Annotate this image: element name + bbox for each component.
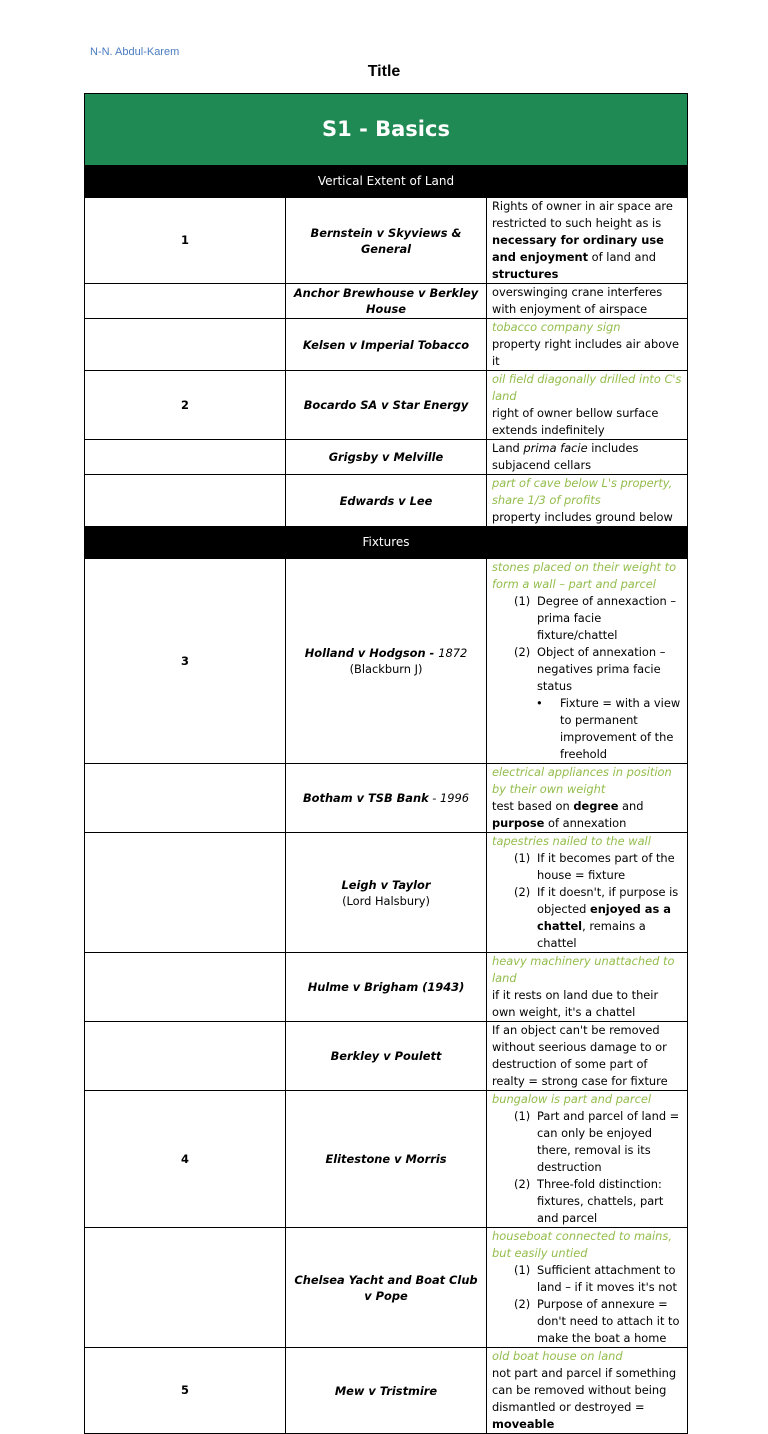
table-row — [85, 475, 688, 527]
case-description — [487, 1091, 688, 1228]
row-number: 1 — [85, 198, 286, 284]
banner-row — [85, 94, 688, 166]
row-number — [85, 764, 286, 833]
case-description: overswinging crane interferes with enjoyment of airspace — [487, 284, 688, 319]
list-item: (1) If it becomes part of the house = fixture — [514, 851, 675, 882]
bullet-item: • Fixture = with a view to permanent improvement of the freehold — [560, 695, 682, 763]
judge-name: (Blackburn J) — [349, 662, 423, 676]
case-facts: electrical appliances in position by their own weight — [492, 765, 672, 796]
table-row — [85, 1348, 688, 1434]
case-description: Rights of owner in air space are restricted to such height as is necessary for ordinary use and enjoyment of land and structures — [487, 198, 688, 284]
list-item: (2) Three-fold distinction: fixtures, chattels, part and parcel — [514, 1177, 664, 1225]
row-number: 4 — [85, 1091, 286, 1228]
table-row — [85, 284, 688, 319]
case-name: Chelsea Yacht and Boat Club v Pope — [286, 1228, 487, 1348]
row-number: 2 — [85, 371, 286, 440]
table-row — [85, 1022, 688, 1091]
case-facts: oil field diagonally drilled into C's land — [492, 372, 682, 403]
case-name: Berkley v Poulett — [286, 1022, 487, 1091]
notes-table — [84, 93, 688, 1434]
case-facts: old boat house on land — [492, 1349, 623, 1363]
judge-name: (Lord Halsbury) — [342, 893, 430, 908]
list-item: (2) Object of annexation – negatives prima facie status — [514, 645, 666, 693]
section-vertical-extent: Vertical Extent of Land — [85, 166, 688, 198]
document-title: Title — [367, 63, 401, 80]
table-row — [85, 1228, 688, 1348]
case-description — [487, 833, 688, 953]
table-row — [85, 371, 688, 440]
case-name: Mew v Tristmire — [286, 1348, 487, 1434]
case-facts: tapestries nailed to the wall — [492, 834, 651, 848]
case-name: Grigsby v Melville — [286, 440, 487, 475]
case-facts: bungalow is part and parcel — [492, 1092, 652, 1106]
row-number — [85, 440, 286, 475]
case-name: Anchor Brewhouse v Berkley House — [286, 284, 487, 319]
list-item: (2) Purpose of annexure = don't need to attach it to make the boat a home — [514, 1297, 680, 1345]
case-description: heavy machinery unattached to land if it rests on land due to their own weight, it's a chattel — [487, 953, 688, 1022]
case-description — [487, 559, 688, 764]
list-item: (1) Sufficient attachment to land – if it moves it's not — [514, 1263, 677, 1294]
row-number — [85, 1022, 286, 1091]
author-name: N-N. Abdul-Karem — [90, 46, 180, 58]
row-number — [85, 319, 286, 371]
table-row — [85, 198, 688, 284]
case-facts: part of cave below L's property, share 1/3 of profits — [492, 476, 673, 507]
case-name: Botham v TSB Bank - 1996 — [286, 764, 487, 833]
case-name: Bernstein v Skyviews & General — [286, 198, 487, 284]
case-facts: heavy machinery unattached to land — [492, 954, 675, 985]
table-row — [85, 319, 688, 371]
table-row — [85, 440, 688, 475]
table-row — [85, 559, 688, 764]
case-name: Kelsen v Imperial Tobacco — [286, 319, 487, 371]
case-facts: stones placed on their weight to form a wall – part and parcel — [492, 560, 677, 591]
table-row — [85, 953, 688, 1022]
row-number — [85, 953, 286, 1022]
row-number — [85, 833, 286, 953]
case-name: Bocardo SA v Star Energy — [286, 371, 487, 440]
case-name: Edwards v Lee — [286, 475, 487, 527]
case-description: If an object can't be removed without seerious damage to or destruction of some part of realty = strong case for fixture — [487, 1022, 688, 1091]
case-name: Leigh v Taylor (Lord Halsbury) — [286, 833, 487, 953]
section-row — [85, 527, 688, 559]
case-facts: tobacco company sign — [492, 320, 621, 334]
case-name: Holland v Hodgson - 1872 (Blackburn J) — [286, 559, 487, 764]
case-name: Elitestone v Morris — [286, 1091, 487, 1228]
section-row — [85, 166, 688, 198]
list-item: (2) If it doesn't, if purpose is objected enjoyed as a chattel, remains a chattel — [514, 885, 679, 950]
case-description — [487, 1228, 688, 1348]
table-row — [85, 1091, 688, 1228]
case-description: part of cave below L's property, share 1/3 of profits property includes ground below — [487, 475, 688, 527]
case-name: Hulme v Brigham (1943) — [286, 953, 487, 1022]
banner-title: S1 - Basics — [85, 94, 688, 166]
case-description: oil field diagonally drilled into C's land right of owner bellow surface extends indefinitely — [487, 371, 688, 440]
list-item: (1) Degree of annexaction – prima facie fixture/chattel — [514, 594, 677, 642]
row-number: 5 — [85, 1348, 286, 1434]
case-facts: houseboat connected to mains, but easily untied — [492, 1229, 672, 1260]
case-description: tobacco company sign property right includes air above it — [487, 319, 688, 371]
row-number — [85, 1228, 286, 1348]
table-row — [85, 764, 688, 833]
table-row — [85, 833, 688, 953]
case-description: old boat house on land not part and parcel if something can be removed without being dismantled or destroyed = moveable — [487, 1348, 688, 1434]
list-item: (1) Part and parcel of land = can only be enjoyed there, removal is its destruction — [514, 1109, 680, 1174]
row-number — [85, 475, 286, 527]
case-description: electrical appliances in position by their own weight test based on degree and purpose of annexation — [487, 764, 688, 833]
case-description: Land prima facie includes subjacend cellars — [487, 440, 688, 475]
row-number — [85, 284, 286, 319]
section-fixtures: Fixtures — [85, 527, 688, 559]
row-number: 3 — [85, 559, 286, 764]
